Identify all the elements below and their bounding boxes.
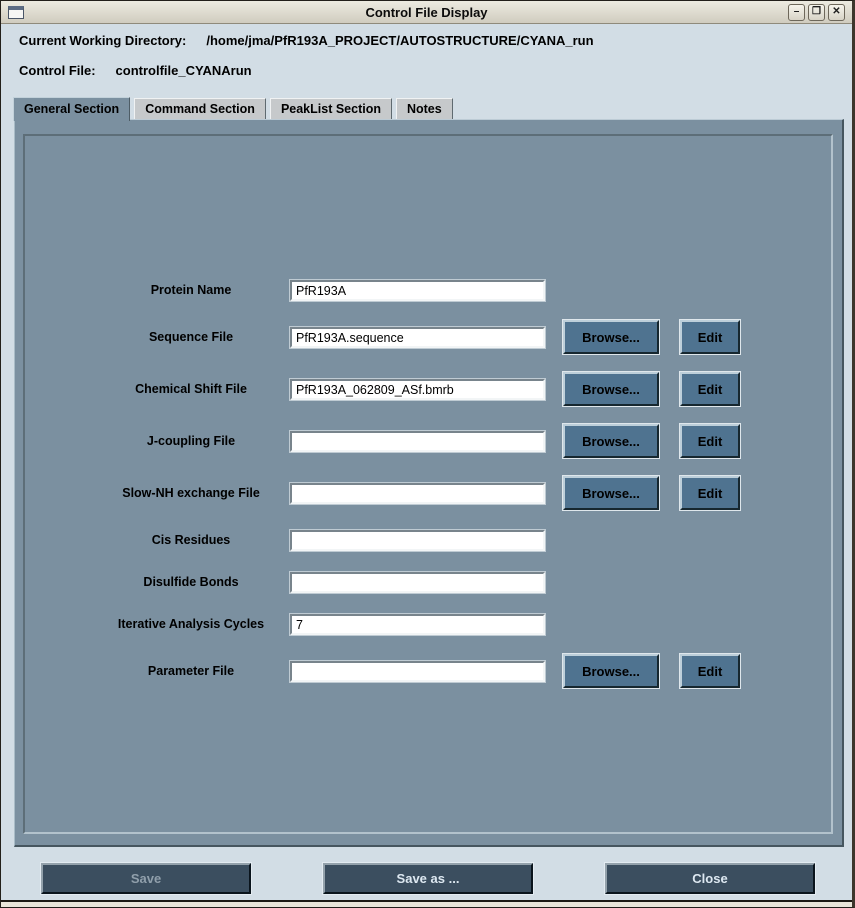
slow-nh-exchange-file-label: Slow-NH exchange File xyxy=(122,486,260,500)
jcoupling-file-input[interactable] xyxy=(290,431,545,452)
cwd-line xyxy=(19,33,594,48)
control-file-value: controlfile_CYANArun xyxy=(115,63,252,78)
chemical-shift-file-edit-button[interactable]: Edit xyxy=(680,372,740,406)
row-parameter-file xyxy=(1,654,855,688)
row-chemical-shift-file xyxy=(1,372,855,406)
cwd-label: Current Working Directory: xyxy=(19,33,187,48)
row-cis-residues xyxy=(1,523,855,557)
slow-nh-exchange-edit-button[interactable]: Edit xyxy=(680,476,740,510)
title-bar xyxy=(1,1,852,24)
row-iterative-analysis-cycles xyxy=(1,607,855,641)
window-menu-icon[interactable] xyxy=(8,6,24,19)
section-tabs xyxy=(13,95,453,119)
parameter-file-input[interactable] xyxy=(290,661,545,682)
cis-residues-label: Cis Residues xyxy=(151,533,231,547)
disulfide-bonds-label: Disulfide Bonds xyxy=(143,575,239,589)
tab-peaklist-section[interactable]: PeakList Section xyxy=(270,98,392,119)
protein-name-input[interactable] xyxy=(290,280,545,301)
iterative-analysis-cycles-input[interactable] xyxy=(290,614,545,635)
row-protein-name xyxy=(1,273,855,307)
save-button[interactable]: Save xyxy=(41,863,251,894)
jcoupling-file-label: J-coupling File xyxy=(146,434,236,448)
sequence-file-input[interactable] xyxy=(290,327,545,348)
iterative-analysis-cycles-label: Iterative Analysis Cycles xyxy=(117,617,265,631)
row-jcoupling-file xyxy=(1,424,855,458)
tab-command-section[interactable]: Command Section xyxy=(134,98,266,119)
disulfide-bonds-input[interactable] xyxy=(290,572,545,593)
window-title: Control File Display xyxy=(365,4,488,20)
close-dialog-button[interactable]: Close xyxy=(605,863,815,894)
chemical-shift-file-input[interactable] xyxy=(290,379,545,400)
row-slow-nh-exchange-file xyxy=(1,476,855,510)
parameter-file-edit-button[interactable]: Edit xyxy=(680,654,740,688)
protein-name-label: Protein Name xyxy=(150,283,232,297)
control-file-label: Control File: xyxy=(19,63,96,78)
sequence-file-label: Sequence File xyxy=(148,330,234,344)
parameter-file-label: Parameter File xyxy=(147,664,235,678)
window-controls xyxy=(788,4,845,21)
row-sequence-file xyxy=(1,320,855,354)
tab-notes[interactable]: Notes xyxy=(396,98,453,119)
sequence-file-edit-button[interactable]: Edit xyxy=(680,320,740,354)
row-disulfide-bonds xyxy=(1,565,855,599)
jcoupling-file-edit-button[interactable]: Edit xyxy=(680,424,740,458)
parameter-file-browse-button[interactable]: Browse... xyxy=(563,654,659,688)
tab-general-section[interactable]: General Section xyxy=(13,97,130,121)
control-file-line xyxy=(19,63,252,78)
cis-residues-input[interactable] xyxy=(290,530,545,551)
window-bottom-frame xyxy=(1,900,852,907)
jcoupling-file-browse-button[interactable]: Browse... xyxy=(563,424,659,458)
chemical-shift-file-label: Chemical Shift File xyxy=(135,382,247,396)
cwd-value: /home/jma/PfR193A_PROJECT/AUTOSTRUCTURE/CYANA_run xyxy=(206,33,594,48)
slow-nh-exchange-file-input[interactable] xyxy=(290,483,545,504)
minimize-button[interactable]: – xyxy=(788,4,805,21)
maximize-button[interactable]: ❒ xyxy=(808,4,825,21)
slow-nh-exchange-browse-button[interactable]: Browse... xyxy=(563,476,659,510)
close-button[interactable]: ✕ xyxy=(828,4,845,21)
chemical-shift-file-browse-button[interactable]: Browse... xyxy=(563,372,659,406)
save-as-button[interactable]: Save as ... xyxy=(323,863,533,894)
sequence-file-browse-button[interactable]: Browse... xyxy=(563,320,659,354)
